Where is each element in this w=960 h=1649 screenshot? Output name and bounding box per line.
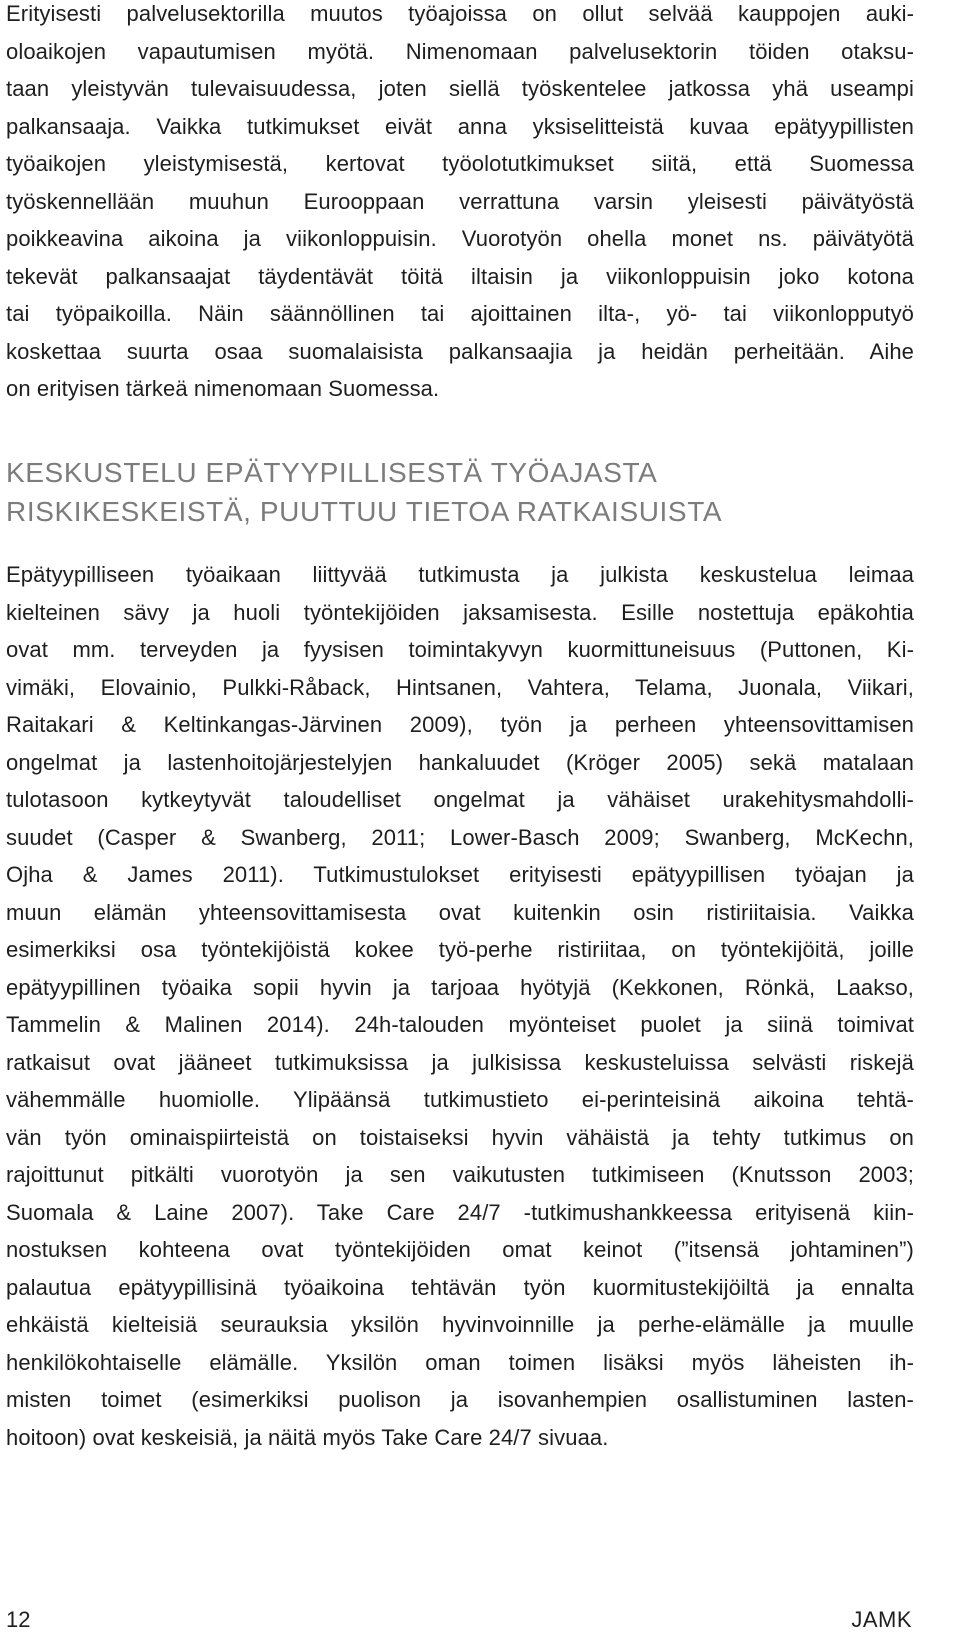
text-line: tekevät palkansaajat täydentävät töitä iltaisin ja viikonloppuisin joko kotona <box>6 263 914 289</box>
publisher-name: JAMK <box>851 1607 912 1632</box>
text-line: oloaikojen vapautumisen myötä. Nimenomaan palvelusektorin töiden otaksu- <box>6 38 914 64</box>
paragraph-body <box>6 556 914 1456</box>
text-line: rajoittunut pitkälti vuorotyön ja sen vaikutusten tutkimiseen (Knutsson 2003; <box>6 1162 914 1187</box>
text-line: Ojha & James 2011). Tutkimustulokset erityisesti epätyypillisen työajan ja <box>6 862 914 887</box>
text-line: suudet (Casper & Swanberg, 2011; Lower-Basch 2009; Swanberg, McKechn, <box>6 824 914 850</box>
text-line: Epätyypilliseen työaikaan liittyvää tutkimusta ja julkista keskustelua leimaa <box>6 562 914 587</box>
text-line: on erityisen tärkeä nimenomaan Suomessa. <box>6 376 440 401</box>
text-line: koskettaa suurta osaa suomalaisista palkansaajia ja heidän perheitään. Aihe <box>6 338 914 364</box>
text-line: vän työn ominaispiirteistä on toistaiseksi hyvin vähäistä ja tehty tutkimus on <box>6 1124 914 1150</box>
page-footer <box>6 1600 912 1640</box>
text-line: taan yleistyvän tulevaisuudessa, joten siellä työskentelee jatkossa yhä useampi <box>6 76 914 101</box>
paragraph-intro <box>6 0 914 408</box>
text-line: kielteinen sävy ja huoli työntekijöiden jaksamisesta. Esille nostettuja epäkohtia <box>6 599 914 625</box>
heading-line: RISKIKESKEISTÄ, PUUTTUU TIETOA RATKAISUISTA <box>6 496 723 527</box>
section-heading <box>6 453 914 531</box>
text-line: ongelmat ja lastenhoitojärjestelyjen hankaluudet (Kröger 2005) sekä matalaan <box>6 749 914 775</box>
text-line: työaikojen yleistymisestä, kertovat työolotutkimukset siitä, että Suomessa <box>6 151 914 176</box>
text-line: tulotasoon kytkeytyvät taloudelliset ongelmat ja vähäiset urakehitysmahdolli- <box>6 787 914 812</box>
text-line: Erityisesti palvelusektorilla muutos työajoissa on ollut selvää kauppojen auki- <box>6 1 914 26</box>
text-line: ratkaisut ovat jääneet tutkimuksissa ja julkisissa keskusteluissa selvästi riskejä <box>6 1049 914 1075</box>
text-line: työskennellään muuhun Eurooppaan verrattuna varsin yleisesti päivätyöstä <box>6 188 914 214</box>
text-line: esimerkiksi osa työntekijöistä kokee työ-perhe ristiriitaa, on työntekijöitä, joille <box>6 937 914 962</box>
text-line: Raitakari & Keltinkangas-Järvinen 2009), työn ja perheen yhteensovittamisen <box>6 712 914 737</box>
text-line: hoitoon) ovat keskeisiä, ja näitä myös Take Care 24/7 sivuaa. <box>6 1424 609 1450</box>
text-line: Suomala & Laine 2007). Take Care 24/7 -tutkimushankkeessa erityisenä kiin- <box>6 1199 914 1225</box>
text-line: ehkäistä kielteisiä seurauksia yksilön hyvinvoinnille ja perhe-elämälle ja muulle <box>6 1312 914 1337</box>
page-number: 12 <box>6 1607 31 1632</box>
text-line: vähemmälle huomiolle. Ylipäänsä tutkimustieto ei-perinteisinä aikoina tehtä- <box>6 1087 914 1112</box>
text-line: ovat mm. terveyden ja fyysisen toimintakyvyn kuormittuneisuus (Puttonen, Ki- <box>6 637 914 662</box>
text-line: palkansaaja. Vaikka tutkimukset eivät anna yksiselitteistä kuvaa epätyypillisten <box>6 113 914 139</box>
text-line: palautua epätyypillisinä työaikoina tehtävän työn kuormitustekijöiltä ja ennalta <box>6 1274 914 1300</box>
heading-line: KESKUSTELU EPÄTYYPILLISESTÄ TYÖAJASTA <box>6 457 658 488</box>
text-line: nostuksen kohteena ovat työntekijöiden omat keinot (”itsensä johtaminen”) <box>6 1237 914 1262</box>
text-line: misten toimet (esimerkiksi puolison ja isovanhempien osallistuminen lasten- <box>6 1387 914 1412</box>
text-line: poikkeavina aikoina ja viikonloppuisin. Vuorotyön ohella monet ns. päivätyötä <box>6 226 914 251</box>
text-line: Tammelin & Malinen 2014). 24h-talouden myönteiset puolet ja siinä toimivat <box>6 1012 914 1037</box>
text-line: epätyypillinen työaika sopii hyvin ja tarjoaa hyötyjä (Kekkonen, Rönkä, Laakso, <box>6 974 914 1000</box>
text-line: muun elämän yhteensovittamisesta ovat kuitenkin osin ristiriitaisia. Vaikka <box>6 899 914 925</box>
text-line: henkilökohtaiselle elämälle. Yksilön oman toimen lisäksi myös läheisten ih- <box>6 1349 914 1375</box>
text-line: vimäki, Elovainio, Pulkki-Råback, Hintsanen, Vahtera, Telama, Juonala, Viikari, <box>6 674 914 700</box>
text-line: tai työpaikoilla. Näin säännöllinen tai ajoittainen ilta-, yö- tai viikonlopputyö <box>6 301 914 326</box>
